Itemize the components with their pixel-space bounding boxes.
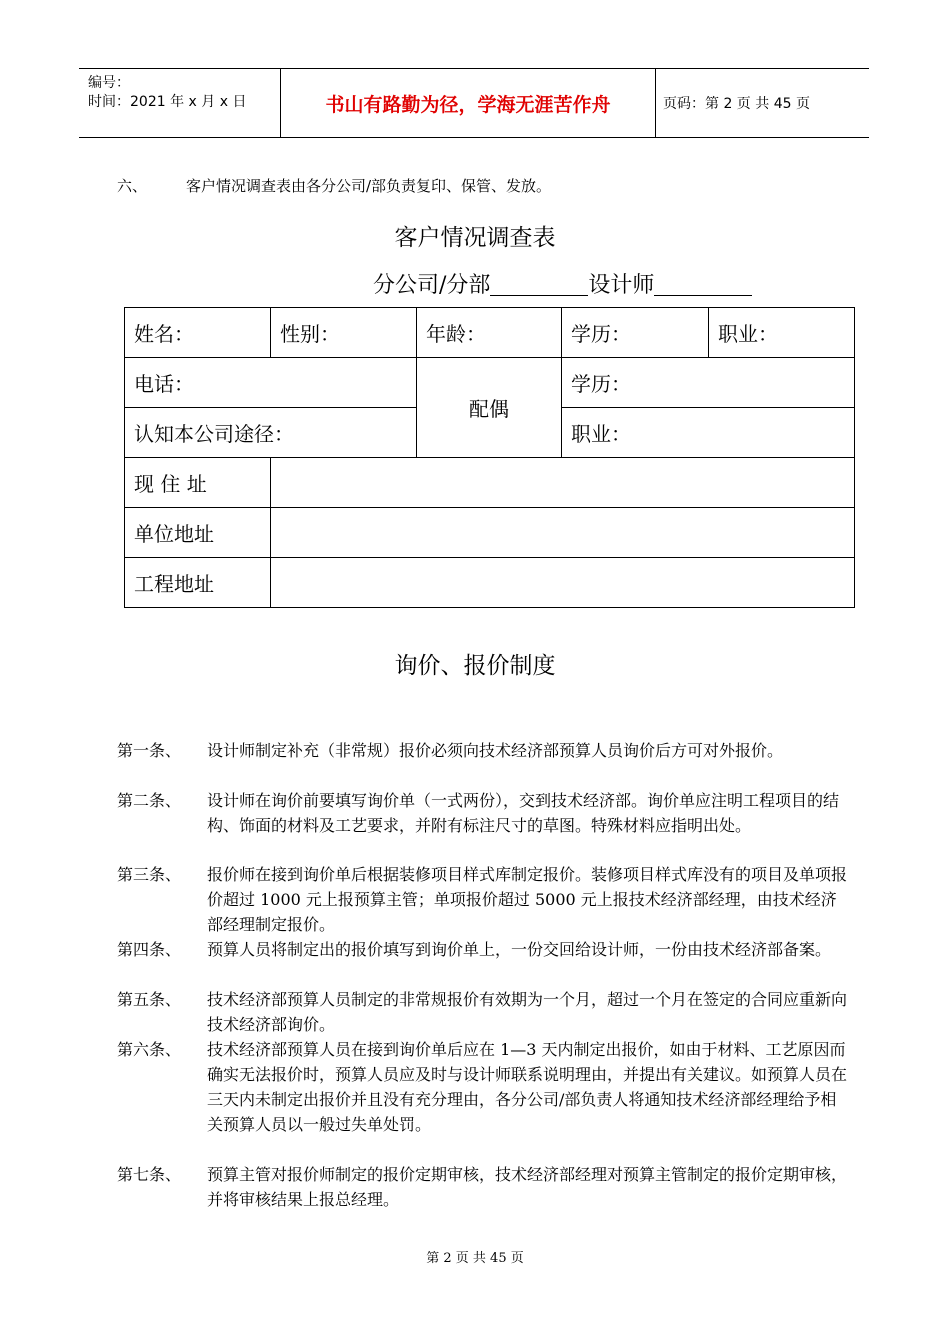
address-label-cell: 现 住 址 [125, 458, 271, 508]
age-cell[interactable]: 年龄： [417, 308, 562, 358]
education-cell[interactable]: 学历： [562, 308, 709, 358]
article-label: 第五条、 [117, 990, 182, 1009]
project-address-label-cell: 工程地址 [125, 558, 271, 608]
work-address-value-cell[interactable] [271, 508, 855, 558]
doc-number-label: 编号： [88, 75, 130, 91]
occupation-cell[interactable]: 职业： [709, 308, 855, 358]
gender-cell[interactable]: 性别： [271, 308, 417, 358]
address-value-cell[interactable] [271, 458, 855, 508]
intro-number: 六、 [117, 177, 148, 195]
article-label: 第一条、 [117, 741, 182, 760]
article-1 [117, 738, 857, 763]
header-page-info: 页码：第 2 页 共 45 页 [663, 96, 810, 112]
article-text: 技术经济部预算人员在接到询价单后应在 1—3 天内制定出报价，如由于材料、工艺原因而确实无法报价时，预算人员应及时与设计师联系说明理由，并提出有关建议。如预算人员在三天内未制定出报价并且没有充分理由，各分公司/部负责人将通知技术经济部经理给予相关预算人员以一般过失单处罚。 [207, 1040, 848, 1134]
article-7 [117, 1162, 857, 1212]
spouse-education-cell[interactable]: 学历： [562, 358, 855, 408]
article-label: 第三条、 [117, 865, 182, 884]
project-address-value-cell[interactable] [271, 558, 855, 608]
table-row [125, 458, 855, 508]
policy-title: 询价、报价制度 [394, 653, 556, 679]
article-text: 技术经济部预算人员制定的非常规报价有效期为一个月，超过一个月在签定的合同应重新向技术经济部询价。 [207, 990, 848, 1034]
phone-cell[interactable]: 电话： [125, 358, 417, 408]
doc-date-label: 时间：2021 年 x 月 x 日 [88, 94, 247, 110]
table-row [125, 358, 855, 408]
designer-label: 设计师 [588, 273, 655, 298]
article-5 [117, 987, 857, 1037]
article-4 [117, 937, 857, 962]
designer-blank[interactable] [654, 273, 752, 296]
article-text: 设计师在询价前要填写询价单（一式两份），交到技术经济部。询价单应注明工程项目的结构、饰面的材料及工艺要求，并附有标注尺寸的草图。特殊材料应指明出处。 [207, 791, 840, 835]
table-row [125, 508, 855, 558]
header-meta [79, 69, 280, 137]
table-row [125, 558, 855, 608]
article-label: 第四条、 [117, 940, 182, 959]
article-text: 预算主管对报价师制定的报价定期审核，技术经济部经理对预算主管制定的报价定期审核，并将审核结果上报总经理。 [207, 1165, 848, 1209]
article-2 [117, 788, 857, 838]
spouse-occupation-cell[interactable]: 职业： [562, 408, 855, 458]
page-header [79, 68, 869, 138]
customer-survey-table [124, 307, 855, 608]
branch-blank[interactable] [490, 273, 588, 296]
survey-title: 客户情况调查表 [394, 225, 556, 251]
source-cell[interactable]: 认知本公司途径： [125, 408, 417, 458]
article-3 [117, 862, 857, 937]
article-label: 第七条、 [117, 1165, 182, 1184]
survey-subtitle [373, 268, 752, 299]
article-text: 报价师在接到询价单后根据装修项目样式库制定报价。装修项目样式库没有的项目及单项报价超过 1000 元上报预算主管；单项报价超过 5000 元上报技术经济部经理，由技术经济部经理制定报价。 [207, 865, 848, 934]
branch-label: 分公司/分部 [373, 273, 491, 298]
page-footer: 第 2 页 共 45 页 [426, 1251, 524, 1266]
article-text: 预算人员将制定出的报价填写到询价单上，一份交回给设计师，一份由技术经济部备案。 [207, 940, 832, 959]
intro-item [117, 175, 551, 196]
article-6 [117, 1037, 857, 1137]
table-row [125, 308, 855, 358]
article-label: 第六条、 [117, 1040, 182, 1059]
work-address-label-cell: 单位地址 [125, 508, 271, 558]
header-motto: 书山有路勤为径，学海无涯苦作舟 [280, 69, 656, 137]
spouse-label-cell: 配偶 [417, 358, 562, 458]
article-label: 第二条、 [117, 791, 182, 810]
name-cell[interactable]: 姓名： [125, 308, 271, 358]
intro-text: 客户情况调查表由各分公司/部负责复印、保管、发放。 [186, 177, 552, 195]
article-text: 设计师制定补充（非常规）报价必须向技术经济部预算人员询价后方可对外报价。 [207, 741, 784, 760]
